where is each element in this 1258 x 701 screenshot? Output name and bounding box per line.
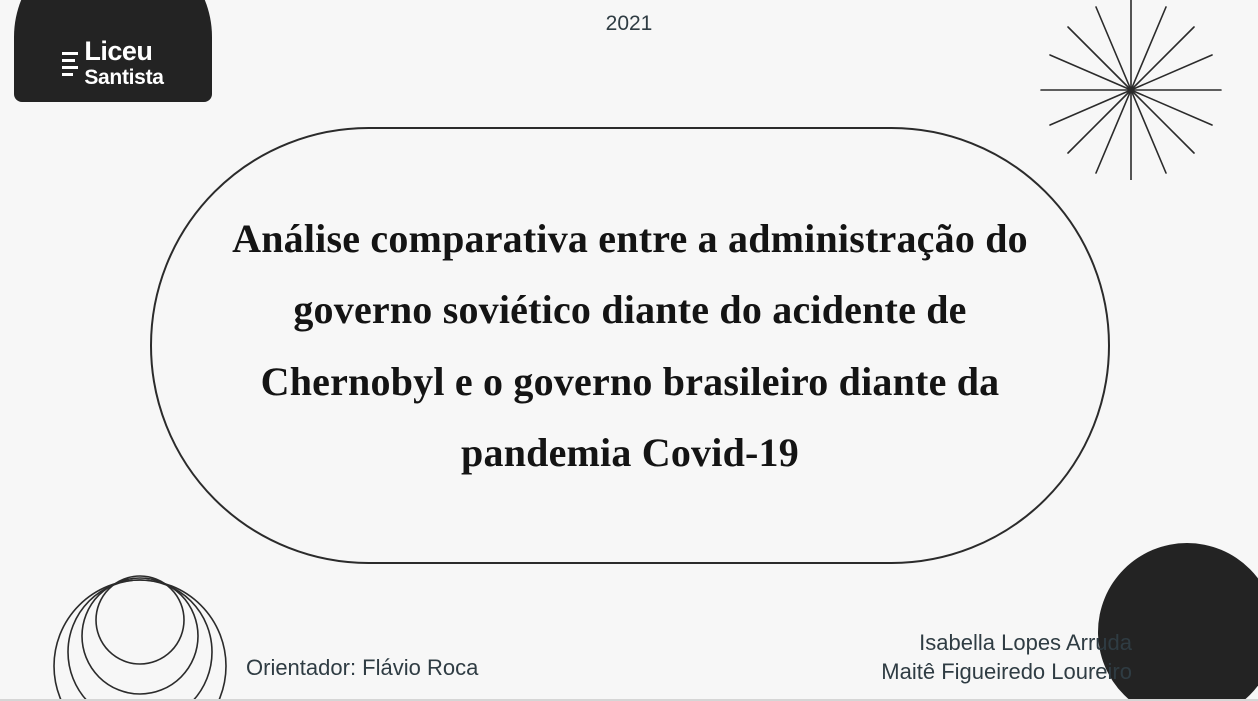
page-title: Análise comparativa entre a administração do governo soviético diante do acidente de Chernobyl e o governo brasileiro diante da pandemia Covid-19: [232, 216, 1028, 475]
logo-content: [14, 38, 212, 88]
logo-line-1: Liceu: [84, 36, 153, 66]
starburst-icon: [1036, 0, 1226, 185]
advisor-label: Orientador: Flávio Roca: [246, 655, 479, 680]
logo-wordmark: [84, 38, 163, 88]
year-label: 2021: [605, 12, 653, 35]
title-frame: [150, 127, 1110, 564]
concentric-circles-icon: [52, 558, 242, 701]
logo-line-2: Santista: [84, 66, 164, 89]
authors-list: [881, 628, 1132, 687]
stacked-bars-icon: [62, 50, 78, 76]
author-name: Maitê Figueiredo Loureiro: [881, 659, 1132, 685]
author-name: Isabella Lopes Arruda: [919, 629, 1132, 655]
